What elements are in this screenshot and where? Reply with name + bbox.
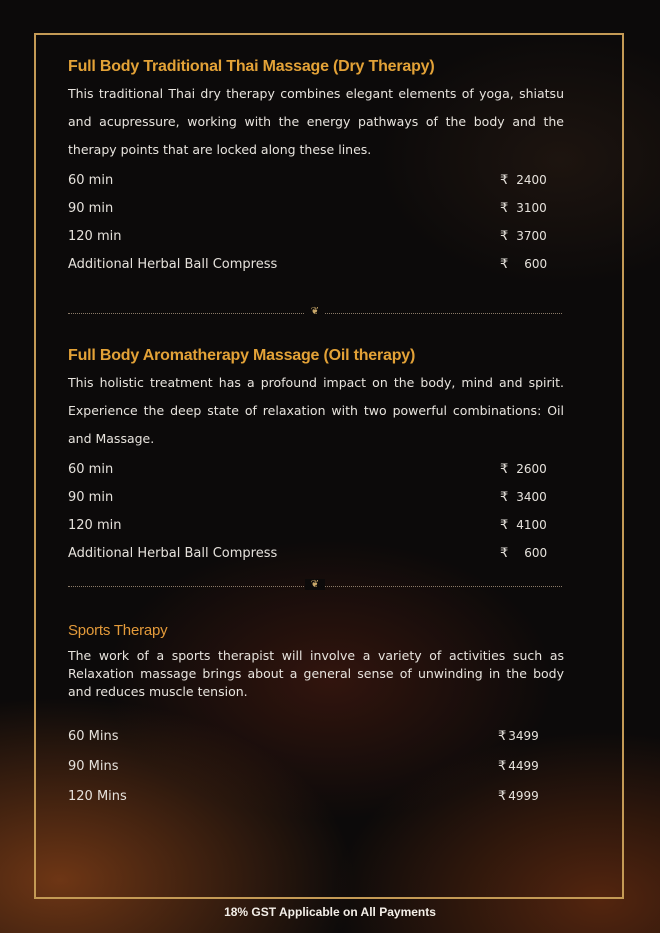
ornament-icon: ❦ xyxy=(305,306,325,317)
price-list xyxy=(68,166,564,278)
rupee-icon: ₹ xyxy=(498,758,507,774)
rupee-icon: ₹ xyxy=(500,200,509,216)
price-value: ₹ 600 xyxy=(500,545,548,561)
price-value: ₹ 4100 xyxy=(500,517,547,533)
section-title: Full Body Traditional Thai Massage (Dry Therapy) xyxy=(68,58,435,75)
rupee-icon: ₹ xyxy=(498,788,507,804)
price-value: ₹ 4499 xyxy=(498,758,539,774)
price-row xyxy=(68,751,564,781)
price-value: ₹ 4999 xyxy=(498,788,539,804)
addon-label: Additional Herbal Ball Compress xyxy=(68,256,278,272)
duration-label: 60 min xyxy=(68,461,114,477)
price-row xyxy=(68,511,564,539)
price-value: ₹ 3700 xyxy=(500,228,547,244)
price-value: ₹ 600 xyxy=(500,256,548,272)
price-row xyxy=(68,250,564,278)
section-title: Full Body Aromatherapy Massage (Oil therapy) xyxy=(68,347,416,364)
price-value: ₹ 3100 xyxy=(500,200,547,216)
gst-footer-note: 18% GST Applicable on All Payments xyxy=(224,905,436,919)
duration-label: 120 min xyxy=(68,517,122,533)
price-row xyxy=(68,166,564,194)
ornament-icon: ❦ xyxy=(305,579,325,590)
rupee-icon: ₹ xyxy=(500,228,509,244)
section-description: This holistic treatment has a profound impact on the body, mind and spirit. Experience the deep state of relaxation with two powerful combinations: Oil and Massage. xyxy=(68,375,564,446)
price-row xyxy=(68,539,564,567)
addon-label: Additional Herbal Ball Compress xyxy=(68,545,278,561)
duration-label: 120 min xyxy=(68,228,122,244)
section-title: Sports Therapy xyxy=(68,622,168,639)
price-row xyxy=(68,483,564,511)
price-value: ₹ 3400 xyxy=(500,489,547,505)
rupee-icon: ₹ xyxy=(500,517,509,533)
duration-label: 90 Mins xyxy=(68,758,119,774)
rupee-icon: ₹ xyxy=(498,728,507,744)
rupee-icon: ₹ xyxy=(500,172,509,188)
duration-label: 90 min xyxy=(68,200,114,216)
duration-label: 60 Mins xyxy=(68,728,119,744)
rupee-icon: ₹ xyxy=(500,256,509,272)
price-row xyxy=(68,194,564,222)
duration-label: 120 Mins xyxy=(68,788,127,804)
section-divider xyxy=(68,307,562,319)
price-value: ₹ 2600 xyxy=(500,461,547,477)
price-row xyxy=(68,455,564,483)
section-divider xyxy=(68,580,562,592)
rupee-icon: ₹ xyxy=(500,545,509,561)
sports-therapy-section xyxy=(68,622,564,811)
section-description: The work of a sports therapist will involve a variety of activities such as Relaxation massage brings about a general sense of unwinding in the body and reduces muscle tension. xyxy=(68,648,564,699)
price-value: ₹ 2400 xyxy=(500,172,547,188)
price-list xyxy=(68,721,564,811)
rupee-icon: ₹ xyxy=(500,489,509,505)
price-row xyxy=(68,222,564,250)
price-row xyxy=(68,781,564,811)
price-value: ₹ 3499 xyxy=(498,728,539,744)
duration-label: 90 min xyxy=(68,489,114,505)
aromatherapy-section xyxy=(68,347,564,567)
price-list xyxy=(68,455,564,567)
rupee-icon: ₹ xyxy=(500,461,509,477)
duration-label: 60 min xyxy=(68,172,114,188)
section-description: This traditional Thai dry therapy combines elegant elements of yoga, shiatsu and acupressure, working with the energy pathways of the body and the therapy points that are locked along these lines. xyxy=(68,86,564,157)
price-row xyxy=(68,721,564,751)
thai-massage-section xyxy=(68,58,564,278)
